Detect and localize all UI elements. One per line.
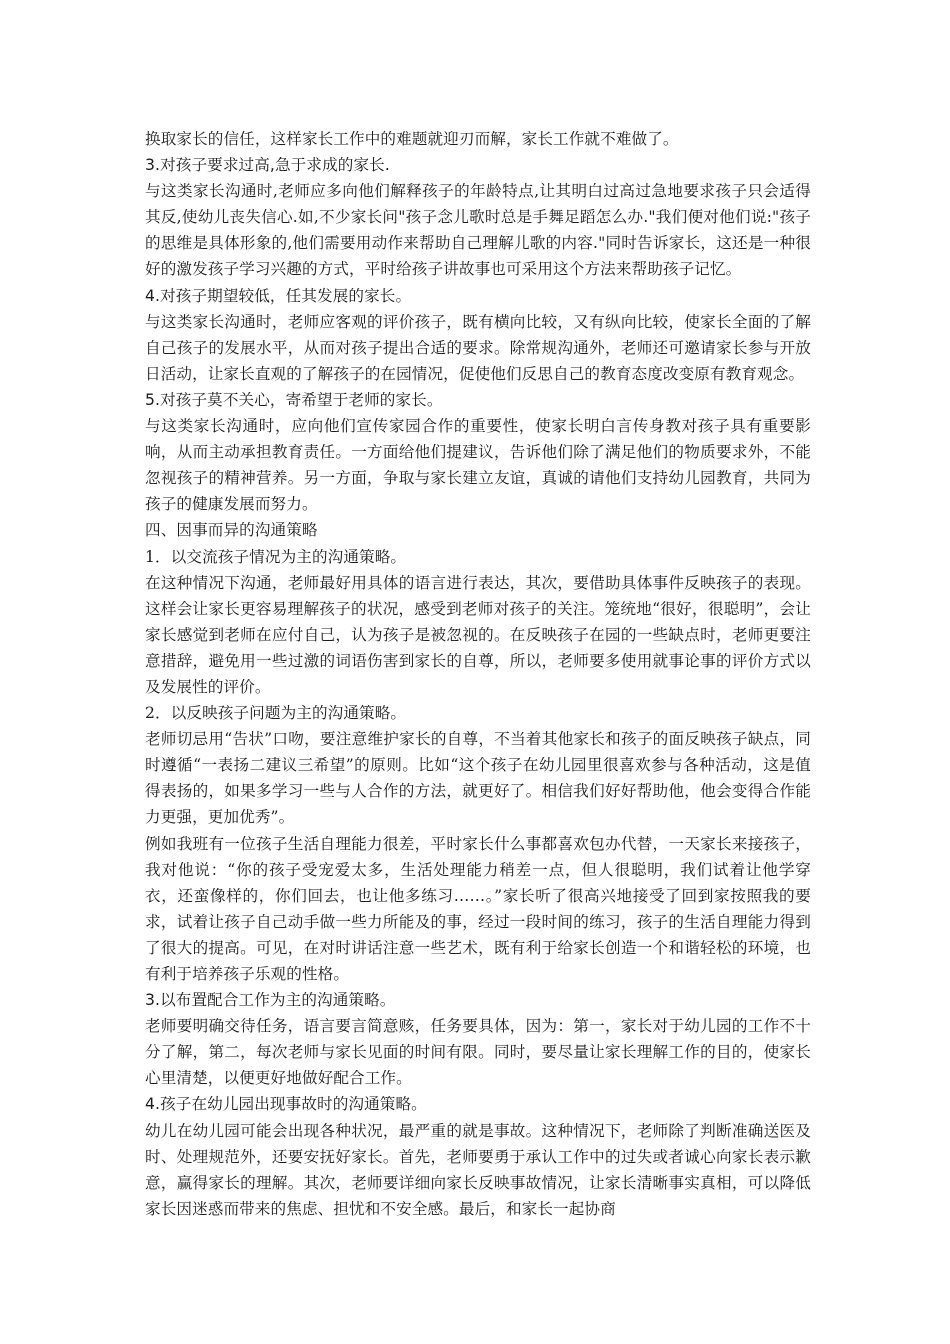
paragraph: 老师切忌用“告状”口吻，要注意维护家长的自尊，不当着其他家长和孩子的面反映孩子缺点，同时遵循“一表扬二建议三希望”的原则。比如“这个孩子在幼儿园里很喜欢参与各种活动，这是值得表扬的，如果多学习一些与人合作的方法，就更好了。相信我们好好帮助他，他会变得合作能力更强，更加优秀”。 xyxy=(145,730,811,827)
paragraph: 在这种情况下沟通，老师最好用具体的语言进行表达，其次，要借助具体事件反映孩子的表现。这样会让家长更容易理解孩子的状况，感受到老师对孩子的关注。笼统地“很好，很聪明”，会让家长感觉到老师在应付自己，认为孩子是被忽视的。在反映孩子在园的一些缺点时，老师更要注意措辞，避免用一些过激的词语伤害到家长的自尊，所以，老师要多使用就事论事的评价方式以及发展性的评价。 xyxy=(145,573,811,696)
section-heading: 3.对孩子要求过高,急于求成的家长. xyxy=(145,156,390,175)
subsection-heading: 1．以交流孩子情况为主的沟通策略。 xyxy=(145,547,407,566)
section-heading: 5.对孩子莫不关心，寄希望于老师的家长。 xyxy=(145,390,443,409)
document-page xyxy=(145,126,811,1222)
paragraph: 与这类家长沟通时，应向他们宣传家园合作的重要性，使家长明白言传身教对孩子具有重要影响，从而主动承担教育责任。一方面给他们提建议，告诉他们除了满足他们的物质要求外，不能忽视孩子的精神营养。另一方面，争取与家长建立友谊，真诚的请他们支持幼儿园教育，共同为孩子的健康发展而努力。 xyxy=(145,417,811,514)
section-heading: 4.对孩子期望较低，任其发展的家长。 xyxy=(145,286,412,305)
section-heading: 四、因事而异的沟通策略 xyxy=(145,521,318,540)
subsection-heading: 4.孩子在幼儿园出现事故时的沟通策略。 xyxy=(145,1095,427,1114)
paragraph: 幼儿在幼儿园可能会出现各种状况，最严重的就是事故。这种情况下，老师除了判断准确送医及时、处理规范外，还要安抚好家长。首先，老师要勇于承认工作中的过失或者诚心向家长表示歉意，赢得家长的理解。其次，老师要详细向家长反映事故情况，让家长清晰事实真相，可以降低家长因迷惑而带来的焦虑、担忧和不安全感。最后，和家长一起协商 xyxy=(145,1121,811,1218)
subsection-heading: 3.以布置配合工作为主的沟通策略。 xyxy=(145,991,396,1010)
paragraph: 老师要明确交待任务，语言要言简意赅，任务要具体，因为：第一，家长对于幼儿园的工作不十分了解，第二，每次老师与家长见面的时间有限。同时，要尽量让家长理解工作的目的，使家长心里清楚，以便更好地做好配合工作。 xyxy=(145,1017,811,1088)
paragraph: 换取家长的信任，这样家长工作中的难题就迎刃而解，家长工作就不难做了。 xyxy=(145,130,679,148)
paragraph: 例如我班有一位孩子生活自理能力很差，平时家长什么事都喜欢包办代替，一天家长来接孩子，我对他说：“你的孩子受宠爱太多，生活处理能力稍差一点，但人很聪明，我们试着让他学穿衣，还蛮像样的，你们回去，也让他多练习……。”家长听了很高兴地接受了回到家按照我的要求，试着让孩子自己动手做一些力所能及的事，经过一段时间的练习，孩子的生活自理能力得到了很大的提高。可见，在对时讲话注意一些艺术，既有利于给家长创造一个和谐轻松的环境，也有利于培养孩子乐观的性格。 xyxy=(145,834,811,983)
paragraph: 与这类家长沟通时,老师应多向他们解释孩子的年龄特点,让其明白过高过急地要求孩子只会适得其反,使幼儿丧失信心.如,不少家长问"孩子念儿歌时总是手舞足蹈怎么办."我们便对他们说:"孩子的思维是具体形象的,他们需要用动作来帮助自己理解儿歌的内容."同时告诉家长，这还是一种很好的激发孩子学习兴趣的方式，平时给孩子讲故事也可采用这个方法来帮助孩子记忆。 xyxy=(145,182,811,279)
paragraph: 与这类家长沟通时，老师应客观的评价孩子，既有横向比较，又有纵向比较，使家长全面的了解自己孩子的发展水平，从而对孩子提出合适的要求。除常规沟通外，老师还可邀请家长参与开放日活动，让家长直观的了解孩子的在园情况，促使他们反思自己的教育态度改变原有教育观念。 xyxy=(145,312,811,383)
subsection-heading: 2．以反映孩子问题为主的沟通策略。 xyxy=(145,704,407,723)
